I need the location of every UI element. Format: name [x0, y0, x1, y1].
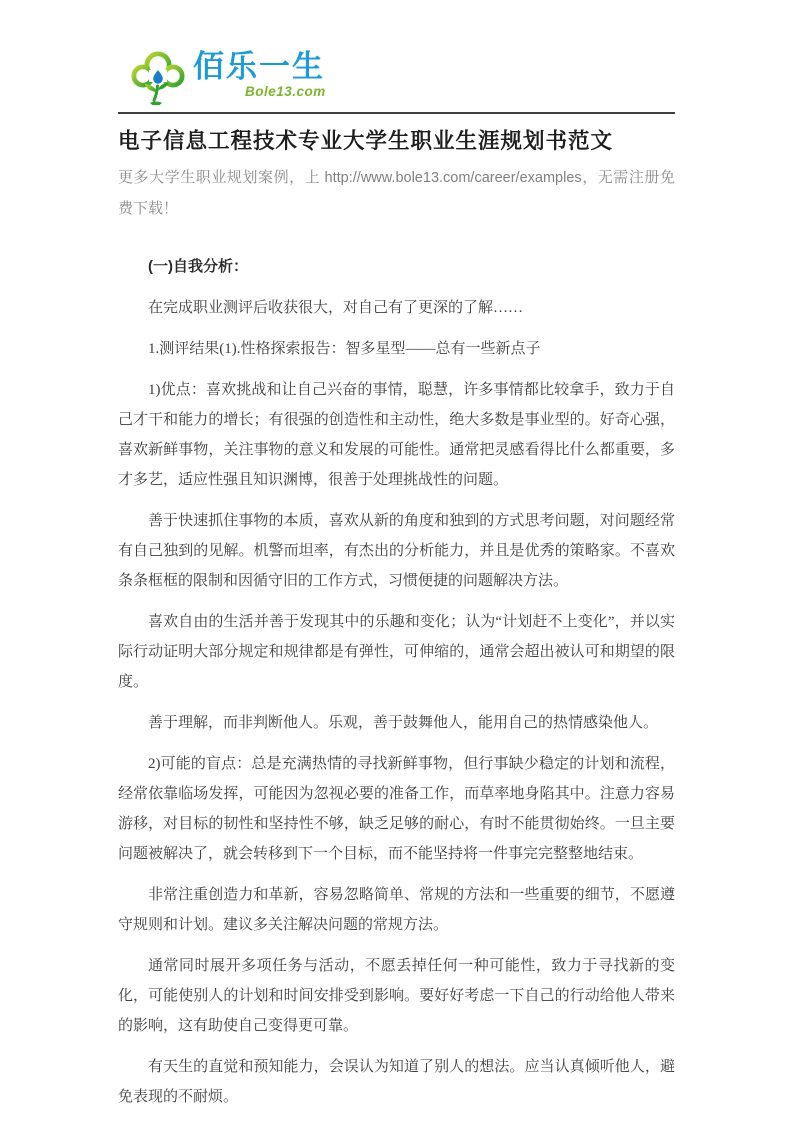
paragraph: 1.测评结果(1).性格探索报告：智多星型——总有一些新点子	[148, 341, 541, 357]
paragraph: 在完成职业测评后收获很大，对自己有了更深的了解……	[148, 300, 524, 316]
section-heading: (一)自我分析：	[148, 258, 248, 275]
header-divider	[118, 112, 675, 114]
paragraph: 通常同时展开多项任务与活动，不愿丢掉任何一种可能性，致力于寻找新的变化，可能使别人的计划和时间安排受到影响。要好好考虑一下自己的行动给他人带来的影响，这有助使自己变得更可靠。	[118, 958, 675, 1034]
promo-url: http://www.bole13.com/career/examples	[324, 170, 582, 186]
tree-droplet-icon	[131, 50, 185, 106]
paragraph: 非常注重创造力和革新，容易忽略简单、常规的方法和一些重要的细节，不愿遵守规则和计划。建议多关注解决问题的常规方法。	[118, 887, 675, 933]
logo	[131, 50, 675, 108]
page-title: 电子信息工程技术专业大学生职业生涯规划书范文	[118, 129, 614, 153]
paragraph: 2)可能的盲点：总是充满热情的寻找新鲜事物，但行事缺少稳定的计划和流程，经常依靠临场发挥，可能因为忽视必要的准备工作，而草率地身陷其中。注意力容易游移，对目标的韧性和坚持性不够，缺乏足够的耐心，有时不能贯彻始终。一旦主要问题被解决了，就会转移到下一个目标，而不能坚持将一件事完完整整地结束。	[118, 756, 675, 862]
brand-domain: Bole13.com	[245, 84, 326, 99]
paragraph: 有天生的直觉和预知能力，会误认为知道了别人的想法。应当认真倾听他人，避免表现的不耐烦。	[118, 1059, 675, 1105]
paragraph: 喜欢自由的生活并善于发现其中的乐趣和变化；认为“计划赶不上变化”，并以实际行动证明大部分规定和规律都是有弹性，可伸缩的，通常会超出被认可和期望的限度。	[118, 614, 675, 690]
promo-suffix: ，无需注册免费下载！	[118, 170, 675, 217]
paragraph: 善于理解，而非判断他人。乐观，善于鼓舞他人，能用自己的热情感染他人。	[148, 715, 659, 731]
brand-name: 佰乐一生	[193, 49, 325, 84]
paragraph: 善于快速抓住事物的本质，喜欢从新的角度和独到的方式思考问题，对问题经常有自己独到的见解。机警而坦率，有杰出的分析能力，并且是优秀的策略家。不喜欢条条框框的限制和因循守旧的工作方式，习惯便捷的问题解决方法。	[118, 513, 675, 589]
logo-text	[193, 50, 326, 99]
promo-note	[118, 163, 675, 225]
paragraph: 1)优点：喜欢挑战和让自己兴奋的事情，聪慧，许多事情都比较拿手，致力于自己才干和能力的增长；有很强的创造性和主动性，绝大多数是事业型的。好奇心强，喜欢新鲜事物，关注事物的意义和发展的可能性。通常把灵感看得比什么都重要，多才多艺，适应性强且知识渊博，很善于处理挑战性的问题。	[118, 382, 675, 488]
promo-prefix: 更多大学生职业规划案例，上	[118, 170, 325, 186]
